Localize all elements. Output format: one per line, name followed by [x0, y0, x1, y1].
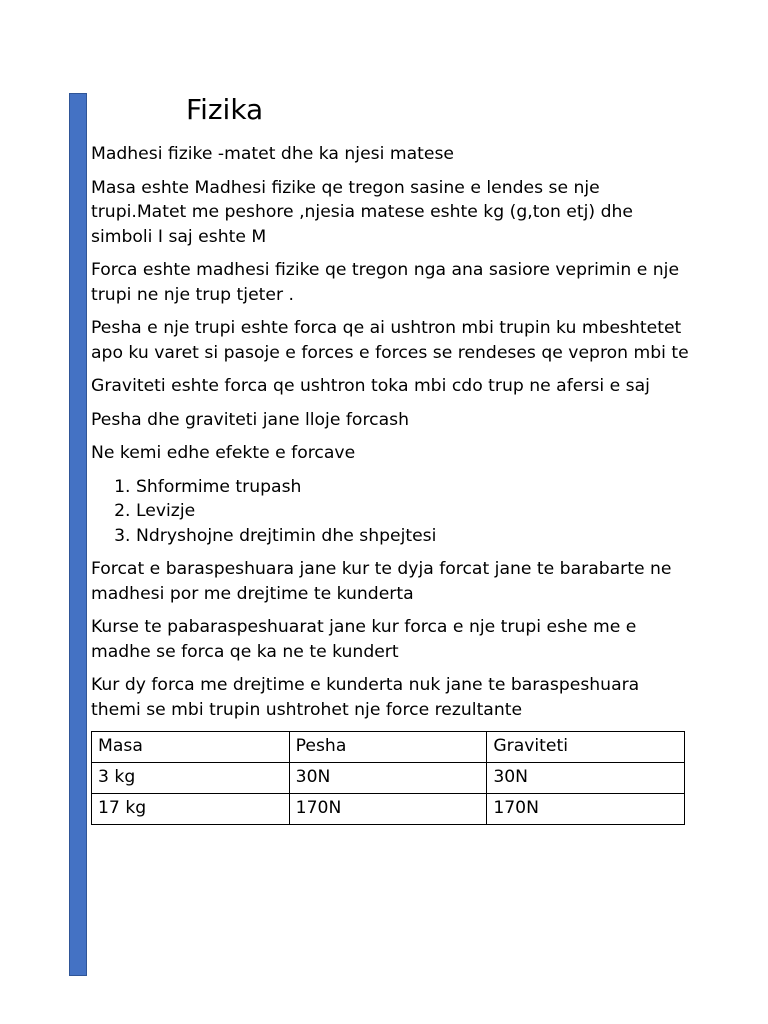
- list-item: 1. Shformime trupash: [136, 475, 691, 500]
- table-cell: 30N: [289, 763, 487, 794]
- list-item: 2. Levizje: [136, 499, 691, 524]
- mass-weight-table: [91, 731, 685, 825]
- paragraph-types: Pesha dhe graviteti jane lloje forcash: [91, 409, 409, 430]
- effects-list: [91, 475, 691, 549]
- table-cell: 3 kg: [92, 763, 290, 794]
- table-cell: 170N: [487, 794, 685, 825]
- table-header-row: [92, 732, 685, 763]
- table-row: [92, 763, 685, 794]
- table-cell: 17 kg: [92, 794, 290, 825]
- paragraph-balanced: Forcat e baraspeshuara jane kur te dyja forcat jane te barabarte ne madhesi por me drejtime te kunderta: [91, 559, 672, 604]
- accent-sidebar-bar: [69, 93, 87, 976]
- paragraph-definition: Madhesi fizike -matet dhe ka njesi matese: [91, 144, 454, 164]
- paragraph-unbalanced: Kurse te pabaraspeshuarat jane kur forca e nje trupi eshe me e madhe se forca qe ka ne te kundert: [91, 617, 637, 662]
- table-row: [92, 794, 685, 825]
- paragraph-effects-intro: Ne kemi edhe efekte e forcave: [91, 443, 356, 463]
- table-header-cell: Masa: [92, 732, 290, 763]
- paragraph-force: Forca eshte madhesi fizike qe tregon nga ana sasiore veprimin e nje trupi ne nje trup tjeter .: [91, 260, 680, 305]
- table-cell: 170N: [289, 794, 487, 825]
- paragraph-gravity: Graviteti eshte forca qe ushtron toka mbi cdo trup ne afersi e saj: [91, 376, 650, 396]
- table-header-cell: Pesha: [289, 732, 487, 763]
- page-title: Fizika: [186, 93, 264, 126]
- paragraph-mass: Masa eshte Madhesi fizike qe tregon sasine e lendes se nje trupi.Matet me peshore ,njesia matese eshte kg (g,ton etj) dhe simboli I saj eshte M: [91, 177, 633, 247]
- paragraph-resultant: Kur dy forca me drejtime e kunderta nuk jane te baraspeshuara themi se mbi trupin ushtrohet nje force rezultante: [91, 675, 640, 720]
- document-body: [91, 142, 691, 825]
- list-item: 3. Ndryshojne drejtimin dhe shpejtesi: [136, 524, 691, 549]
- table-cell: 30N: [487, 763, 685, 794]
- table-header-cell: Graviteti: [487, 732, 685, 763]
- paragraph-weight: Pesha e nje trupi eshte forca qe ai ushtron mbi trupin ku mbeshtetet apo ku varet si pasoje e forces e forces se rendeses qe vepron mbi te: [91, 318, 689, 363]
